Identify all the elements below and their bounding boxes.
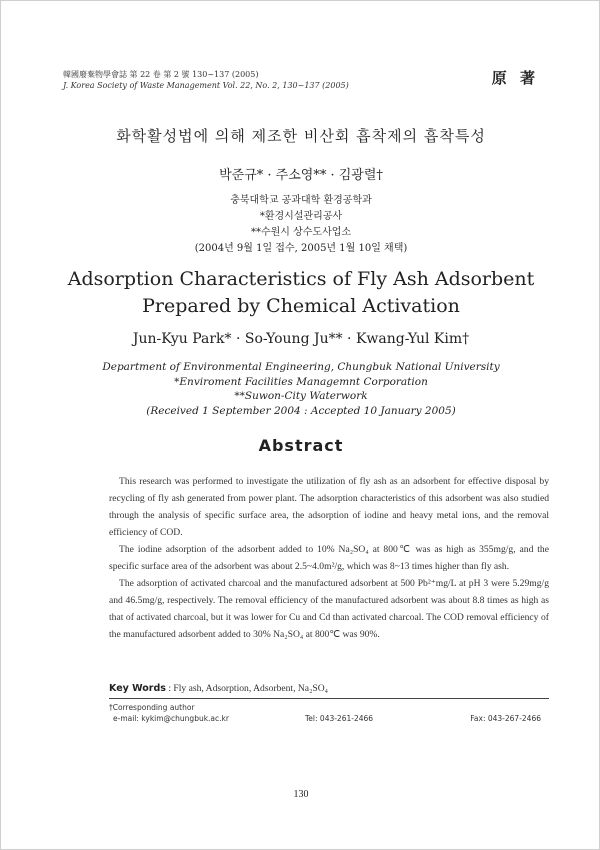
journal-citation-korean: 韓國廢棄物學會誌 第 22 卷 第 2 號 130~137 (2005)	[63, 70, 259, 79]
keywords-text: Fly ash, Adsorption, Adsorbent, Na₂SO₄	[173, 683, 329, 694]
abstract-heading: Abstract	[258, 436, 344, 455]
english-affiliation: Department of Environmental Engineering, Chungbuk National University	[102, 361, 500, 373]
article-type-badge: 原 著	[491, 69, 539, 87]
english-affiliations	[1, 360, 600, 418]
korean-authors: 박준규* · 주소영** · 김광렬†	[219, 168, 383, 183]
correspondence-footnote	[109, 702, 549, 724]
page-number: 130	[293, 789, 309, 800]
footnote-divider	[109, 698, 549, 699]
keywords	[109, 683, 328, 694]
korean-received-date: (2004년 9월 1일 접수, 2005년 1월 10일 채택)	[194, 243, 408, 254]
korean-affiliations	[1, 193, 600, 257]
english-authors: Jun-Kyu Park* · So-Young Ju** · Kwang-Yul Kim†	[132, 331, 470, 347]
korean-title: 화학활성법에 의해 제조한 비산회 흡착제의 흡착특성	[116, 127, 486, 145]
english-affiliation: *Enviroment Facilities Managemnt Corporation	[174, 375, 428, 388]
korean-affiliation: **수원시 상수도사업소	[250, 227, 352, 238]
keywords-label: Key Words	[109, 683, 166, 694]
korean-affiliation: 충북대학교 공과대학 환경공학과	[230, 195, 372, 206]
author-fax: Fax: 043-267-2466	[470, 714, 541, 723]
abstract-paragraph: This research was performed to investigate the utilization of fly ash as an adsorbent for effective disposal by recycling of fly ash generated from power plant. The adsorption characteristics of this adsorbent was also studied through the analysis of specific surface area, the adsorption of iodine and heavy metal ions, and the removal efficiency of COD.	[109, 476, 549, 538]
abstract-paragraph: The adsorption of activated charcoal and the manufactured adsorbent at 500 Pb²⁺mg/L at pH 3 were 5.29mg/g and 46.5mg/g, respectively. The removal efficiency of the manufactured adsorbent was about 8.8 times as high as that of activated charcoal, but it was lower for Cu and Cd than activated charcoal. The COD removal efficiency of the manufactured adsorbent added to 30% Na₂SO₄ at 800℃ was 90%.	[109, 578, 549, 640]
abstract-paragraph: The iodine adsorption of the adsorbent added to 10% Na₂SO₄ at 800℃ was as high as 355mg/g, and the specific surface area of the adsorbent was about 2.5~4.0m²/g, which was 8~13 times higher than fly ash.	[109, 544, 549, 572]
english-affiliation: **Suwon-City Waterwork	[234, 390, 368, 402]
korean-affiliation: *환경시설관리공사	[259, 211, 343, 222]
corresponding-author-label: †Corresponding author	[109, 703, 195, 712]
author-email: e-mail: kykim@chungbuk.ac.kr	[113, 714, 229, 723]
keywords-separator: :	[165, 683, 174, 694]
journal-header	[63, 69, 349, 91]
english-received-date: (Received 1 September 2004 : Accepted 10 January 2005)	[146, 404, 456, 417]
author-tel: Tel: 043-261-2466	[305, 714, 374, 723]
journal-citation-english: J. Korea Society of Waste Management Vol. 22, No. 2, 130~137 (2005)	[63, 81, 349, 90]
english-title: Adsorption Characteristics of Fly Ash Adsorbent Prepared by Chemical Activation	[67, 268, 535, 317]
abstract-body	[109, 473, 549, 643]
